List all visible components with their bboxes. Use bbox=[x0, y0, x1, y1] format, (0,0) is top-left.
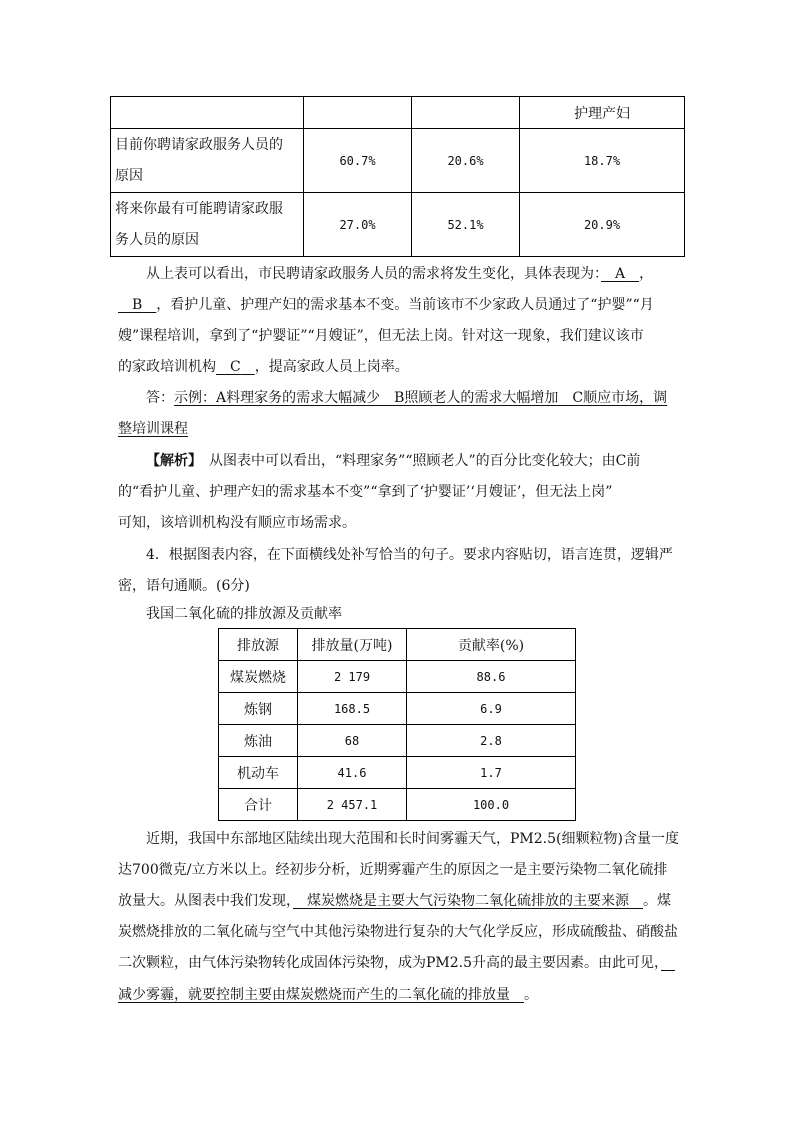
table-cell: 88.6 bbox=[407, 661, 576, 693]
text: 从图表中可以看出，“料理家务”“照顾老人”的百分比变化较大；由C前 bbox=[195, 453, 641, 469]
table-header-cell bbox=[111, 97, 304, 129]
blank-b bbox=[118, 297, 156, 313]
para1-line-3: 嫂”课程培训，拿到了“护婴证”“月嫂证”，但无法上岗。针对这一现象，我们建议该市 bbox=[118, 328, 644, 344]
answer-line-2 bbox=[118, 419, 678, 439]
blank-a bbox=[601, 266, 639, 282]
survey-table bbox=[110, 96, 685, 257]
table-cell: 18.7% bbox=[520, 129, 685, 193]
row-label bbox=[111, 193, 304, 257]
table-row bbox=[111, 193, 685, 257]
question4-line-2: 密，语句通顺。(6分) bbox=[118, 578, 250, 594]
table-header-cell bbox=[304, 97, 412, 129]
analysis-tag: 【解析】 bbox=[146, 453, 195, 469]
table-header-cell bbox=[412, 97, 520, 129]
blank-a-text: A bbox=[615, 266, 626, 282]
table-header-row bbox=[111, 97, 685, 129]
answer-blank: 减少雾霾，就要控制主要由煤炭燃烧而产生的二氧化硫的排放量 bbox=[118, 987, 524, 1003]
text: 。煤 bbox=[643, 893, 671, 909]
analysis-line-3: 可知，该培训机构没有顺应市场需求。 bbox=[118, 515, 356, 531]
table-cell: 2.8 bbox=[407, 725, 576, 757]
table-cell: 机动车 bbox=[219, 757, 298, 789]
table-cell: 52.1% bbox=[412, 193, 520, 257]
para1-line-2 bbox=[118, 295, 678, 315]
table-cell: 20.6% bbox=[412, 129, 520, 193]
table-header-cell: 贡献率(%) bbox=[407, 629, 576, 661]
table-cell: 20.9% bbox=[520, 193, 685, 257]
para1-line-4 bbox=[118, 357, 678, 377]
table-row bbox=[111, 129, 685, 193]
para2-line-3 bbox=[118, 891, 678, 911]
para1-line-1 bbox=[146, 264, 706, 284]
table-row bbox=[219, 757, 576, 789]
blank-b-text: B bbox=[132, 297, 143, 313]
row-label-line: 将来你最有可能聘请家政服 bbox=[115, 200, 283, 217]
table-header-row bbox=[219, 629, 576, 661]
table-cell: 2 457.1 bbox=[298, 789, 407, 821]
answer-text: 整培训课程 bbox=[118, 421, 188, 437]
text: 。 bbox=[524, 987, 538, 1003]
blank-c bbox=[216, 359, 255, 375]
analysis-line-2: 的“看护儿童、护理产妇的需求基本不变”“拿到了‘护婴证’‘月嫂证’，但无法上岗” bbox=[118, 484, 613, 500]
table-cell: 27.0% bbox=[304, 193, 412, 257]
para2-line-5 bbox=[118, 953, 678, 973]
table-cell: 炼油 bbox=[219, 725, 298, 757]
text: 的家政培训机构 bbox=[118, 359, 216, 375]
so2-emission-table bbox=[218, 628, 576, 821]
table-cell: 68 bbox=[298, 725, 407, 757]
question4-line-1: 4．根据图表内容，在下面横线处补写恰当的句子。要求内容贴切，语言连贯，逻辑严 bbox=[146, 547, 673, 563]
table-cell: 6.9 bbox=[407, 693, 576, 725]
text: 从上表可以看出，市民聘请家政服务人员的需求将发生变化，具体表现为： bbox=[146, 266, 601, 282]
table-header-cell: 护理产妇 bbox=[520, 97, 685, 129]
answer-blank: 煤炭燃烧是主要大气污染物二氧化硫排放的主要来源 bbox=[293, 893, 643, 909]
text: ，提高家政人员上岗率。 bbox=[254, 359, 409, 375]
answer-prefix: 答： bbox=[146, 390, 174, 406]
table-row bbox=[219, 789, 576, 821]
table-cell: 100.0 bbox=[407, 789, 576, 821]
para2-line-2: 达700微克/立方米以上。经初步分析，近期雾霾产生的原因之一是主要污染物二氧化硫排 bbox=[118, 862, 668, 878]
table2-caption: 我国二氧化硫的排放源及贡献率 bbox=[146, 606, 342, 622]
text: ，看护儿童、护理产妇的需求基本不变。当前该市不少家政人员通过了“护婴”“月 bbox=[156, 297, 654, 313]
table-cell: 60.7% bbox=[304, 129, 412, 193]
para2-line-4: 炭燃烧排放的二氧化硫与空气中其他污染物进行复杂的大气化学反应，形成硫酸盐、硝酸盐 bbox=[118, 924, 678, 940]
row-label bbox=[111, 129, 304, 193]
analysis-line-1 bbox=[146, 451, 706, 471]
para2-line-1: 近期，我国中东部地区陆续出现大范围和长时间雾霾天气，PM2.5(细颗粒物)含量一度 bbox=[146, 831, 679, 847]
answer-text: 示例：A料理家务的需求大幅减少 B照顾老人的需求大幅增加 C顺应市场，调 bbox=[174, 390, 668, 406]
table-header-cell: 排放源 bbox=[219, 629, 298, 661]
row-label-line: 原因 bbox=[115, 167, 143, 184]
table-row bbox=[219, 661, 576, 693]
text: 放量大。从图表中我们发现， bbox=[118, 893, 293, 909]
para2-line-6 bbox=[118, 985, 678, 1005]
text: 二次颗粒，由气体污染物转化成固体污染物，成为PM2.5升高的最主要因素。由此可见， bbox=[118, 955, 662, 971]
table-row bbox=[219, 725, 576, 757]
table-cell: 煤炭燃烧 bbox=[219, 661, 298, 693]
text: ， bbox=[639, 266, 654, 282]
table-cell: 合计 bbox=[219, 789, 298, 821]
table-cell: 2 179 bbox=[298, 661, 407, 693]
table-cell: 168.5 bbox=[298, 693, 407, 725]
answer-blank bbox=[661, 955, 675, 971]
table-header-cell: 排放量(万吨) bbox=[298, 629, 407, 661]
row-label-line: 务人员的原因 bbox=[115, 231, 199, 248]
table-cell: 1.7 bbox=[407, 757, 576, 789]
answer-line-1 bbox=[146, 388, 706, 408]
blank-c-text: C bbox=[230, 359, 241, 375]
table-cell: 41.6 bbox=[298, 757, 407, 789]
table-row bbox=[219, 693, 576, 725]
row-label-line: 目前你聘请家政服务人员的 bbox=[115, 136, 283, 153]
table-cell: 炼钢 bbox=[219, 693, 298, 725]
